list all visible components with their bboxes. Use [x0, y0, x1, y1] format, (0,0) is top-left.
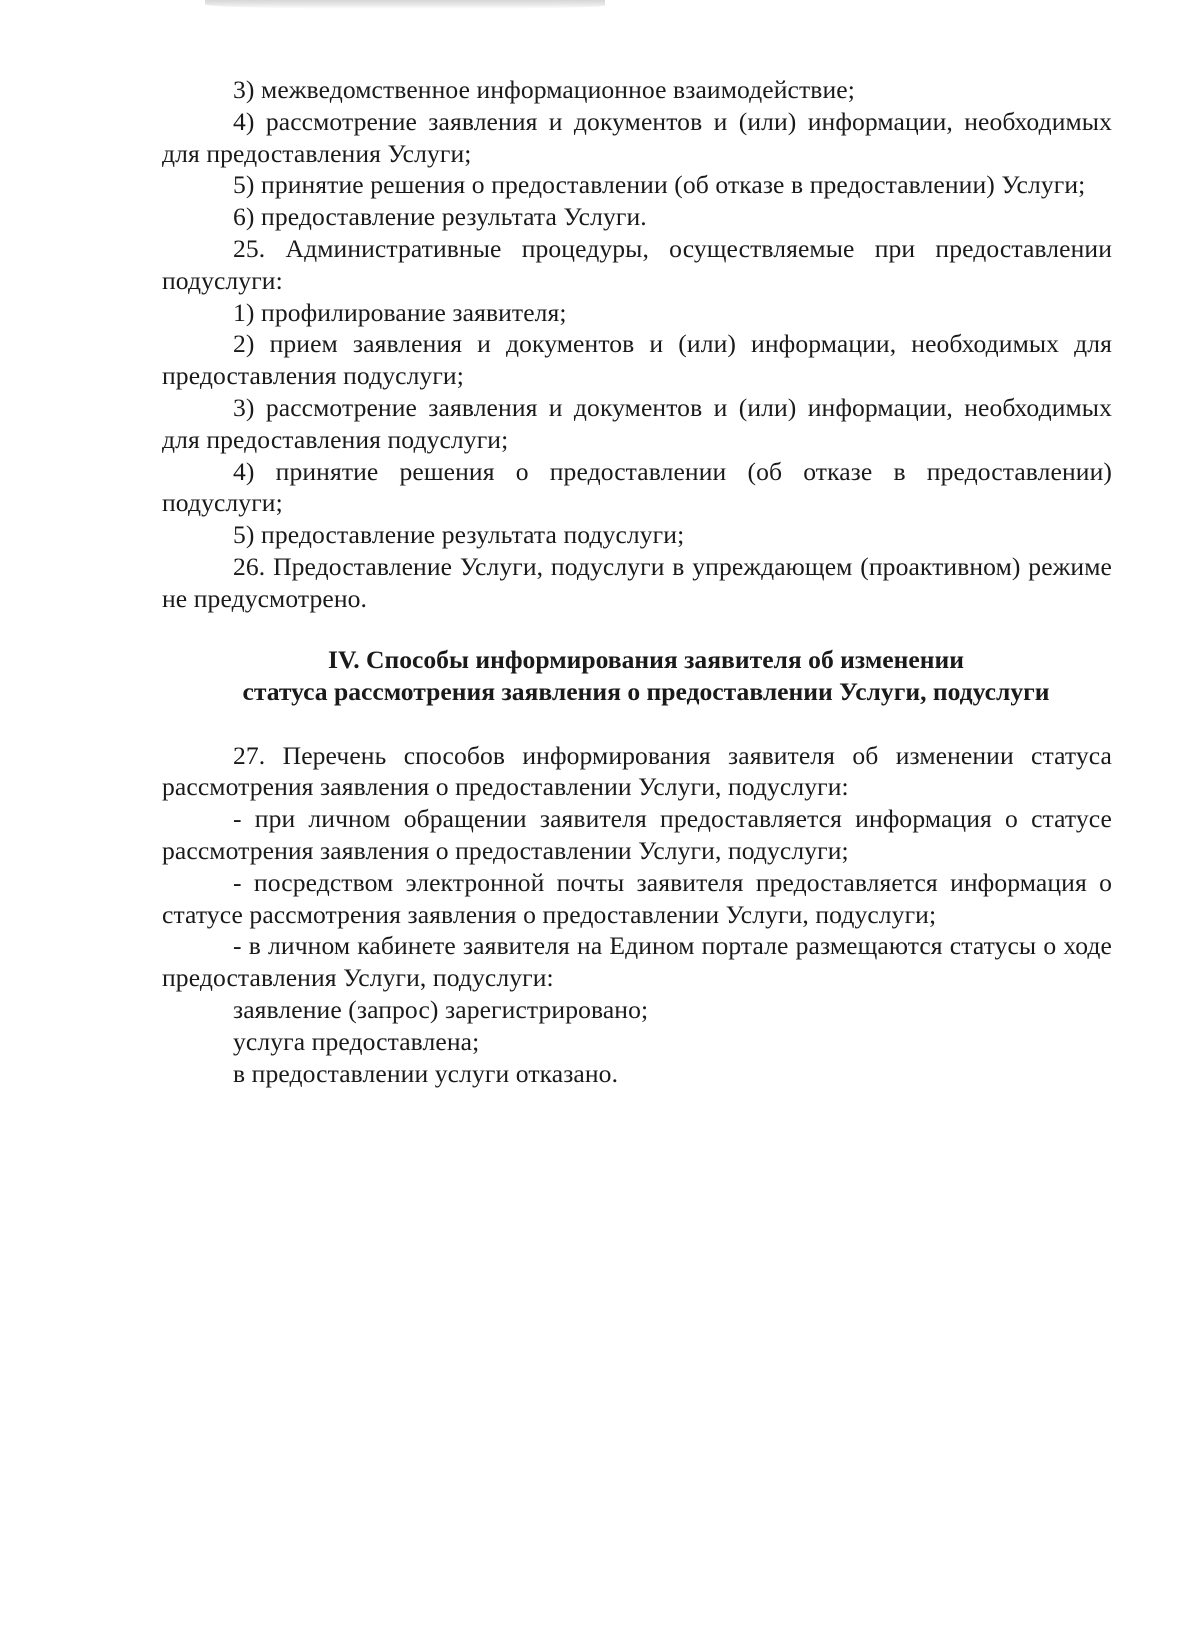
list-item-decision: 5) принятие решения о предоставлении (об отказе в предоставлении) Услуги;	[233, 170, 1086, 200]
list-item-decision-subservice: 4) принятие решения о предоставлении (об отказе в предоставлении) подуслуги;	[162, 456, 1112, 518]
list-item-email: - посредством электронной почты заявителя предоставляется информация о статусе рассмотрения заявления о предоставлении Услуги, подуслуги;	[162, 867, 1112, 929]
list-item-profiling: 1) профилирование заявителя;	[233, 297, 567, 327]
list-item-personal-cabinet: - в личном кабинете заявителя на Едином портале размещаются статусы о ходе предоставления Услуги, подуслуги:	[162, 931, 1112, 993]
paragraph-26: 26. Предоставление Услуги, подуслуги в упреждающем (проактивном) режиме не предусмотрено.	[162, 551, 1112, 613]
status-registered: заявление (запрос) зарегистрировано;	[233, 994, 649, 1024]
paragraph-25: 25. Административные процедуры, осуществляемые при предоставлении подуслуги:	[162, 233, 1112, 295]
list-item-receipt: 2) прием заявления и документов и (или) информации, необходимых для предоставления подуслуги;	[162, 329, 1112, 391]
list-item-result: 6) предоставление результата Услуги.	[233, 202, 647, 232]
status-refused: в предоставлении услуги отказано.	[233, 1058, 619, 1088]
list-item-review-subservice: 3) рассмотрение заявления и документов и (или) информации, необходимых для предоставления подуслуги;	[162, 392, 1112, 454]
section-heading-line-1: IV. Способы информирования заявителя об изменении	[328, 644, 964, 674]
list-item-result-subservice: 5) предоставление результата подуслуги;	[233, 520, 685, 550]
scan-artifact	[205, 0, 605, 9]
list-item-interagency: 3) межведомственное информационное взаимодействие;	[233, 75, 855, 104]
list-item-personal-visit: - при личном обращении заявителя предоставляется информация о статусе рассмотрения заявления о предоставлении Услуги, подуслуги;	[162, 804, 1112, 865]
section-heading-line-2: статуса рассмотрения заявления о предоставлении Услуги, подуслуги	[242, 676, 1050, 706]
status-provided: услуга предоставлена;	[233, 1026, 480, 1056]
document-page	[162, 74, 1112, 1089]
paragraph-27: 27. Перечень способов информирования заявителя об изменении статуса рассмотрения заявления о предоставлении Услуги, подуслуги:	[162, 740, 1112, 802]
list-item-review-application: 4) рассмотрение заявления и документов и (или) информации, необходимых для предоставления Услуги;	[162, 106, 1112, 168]
